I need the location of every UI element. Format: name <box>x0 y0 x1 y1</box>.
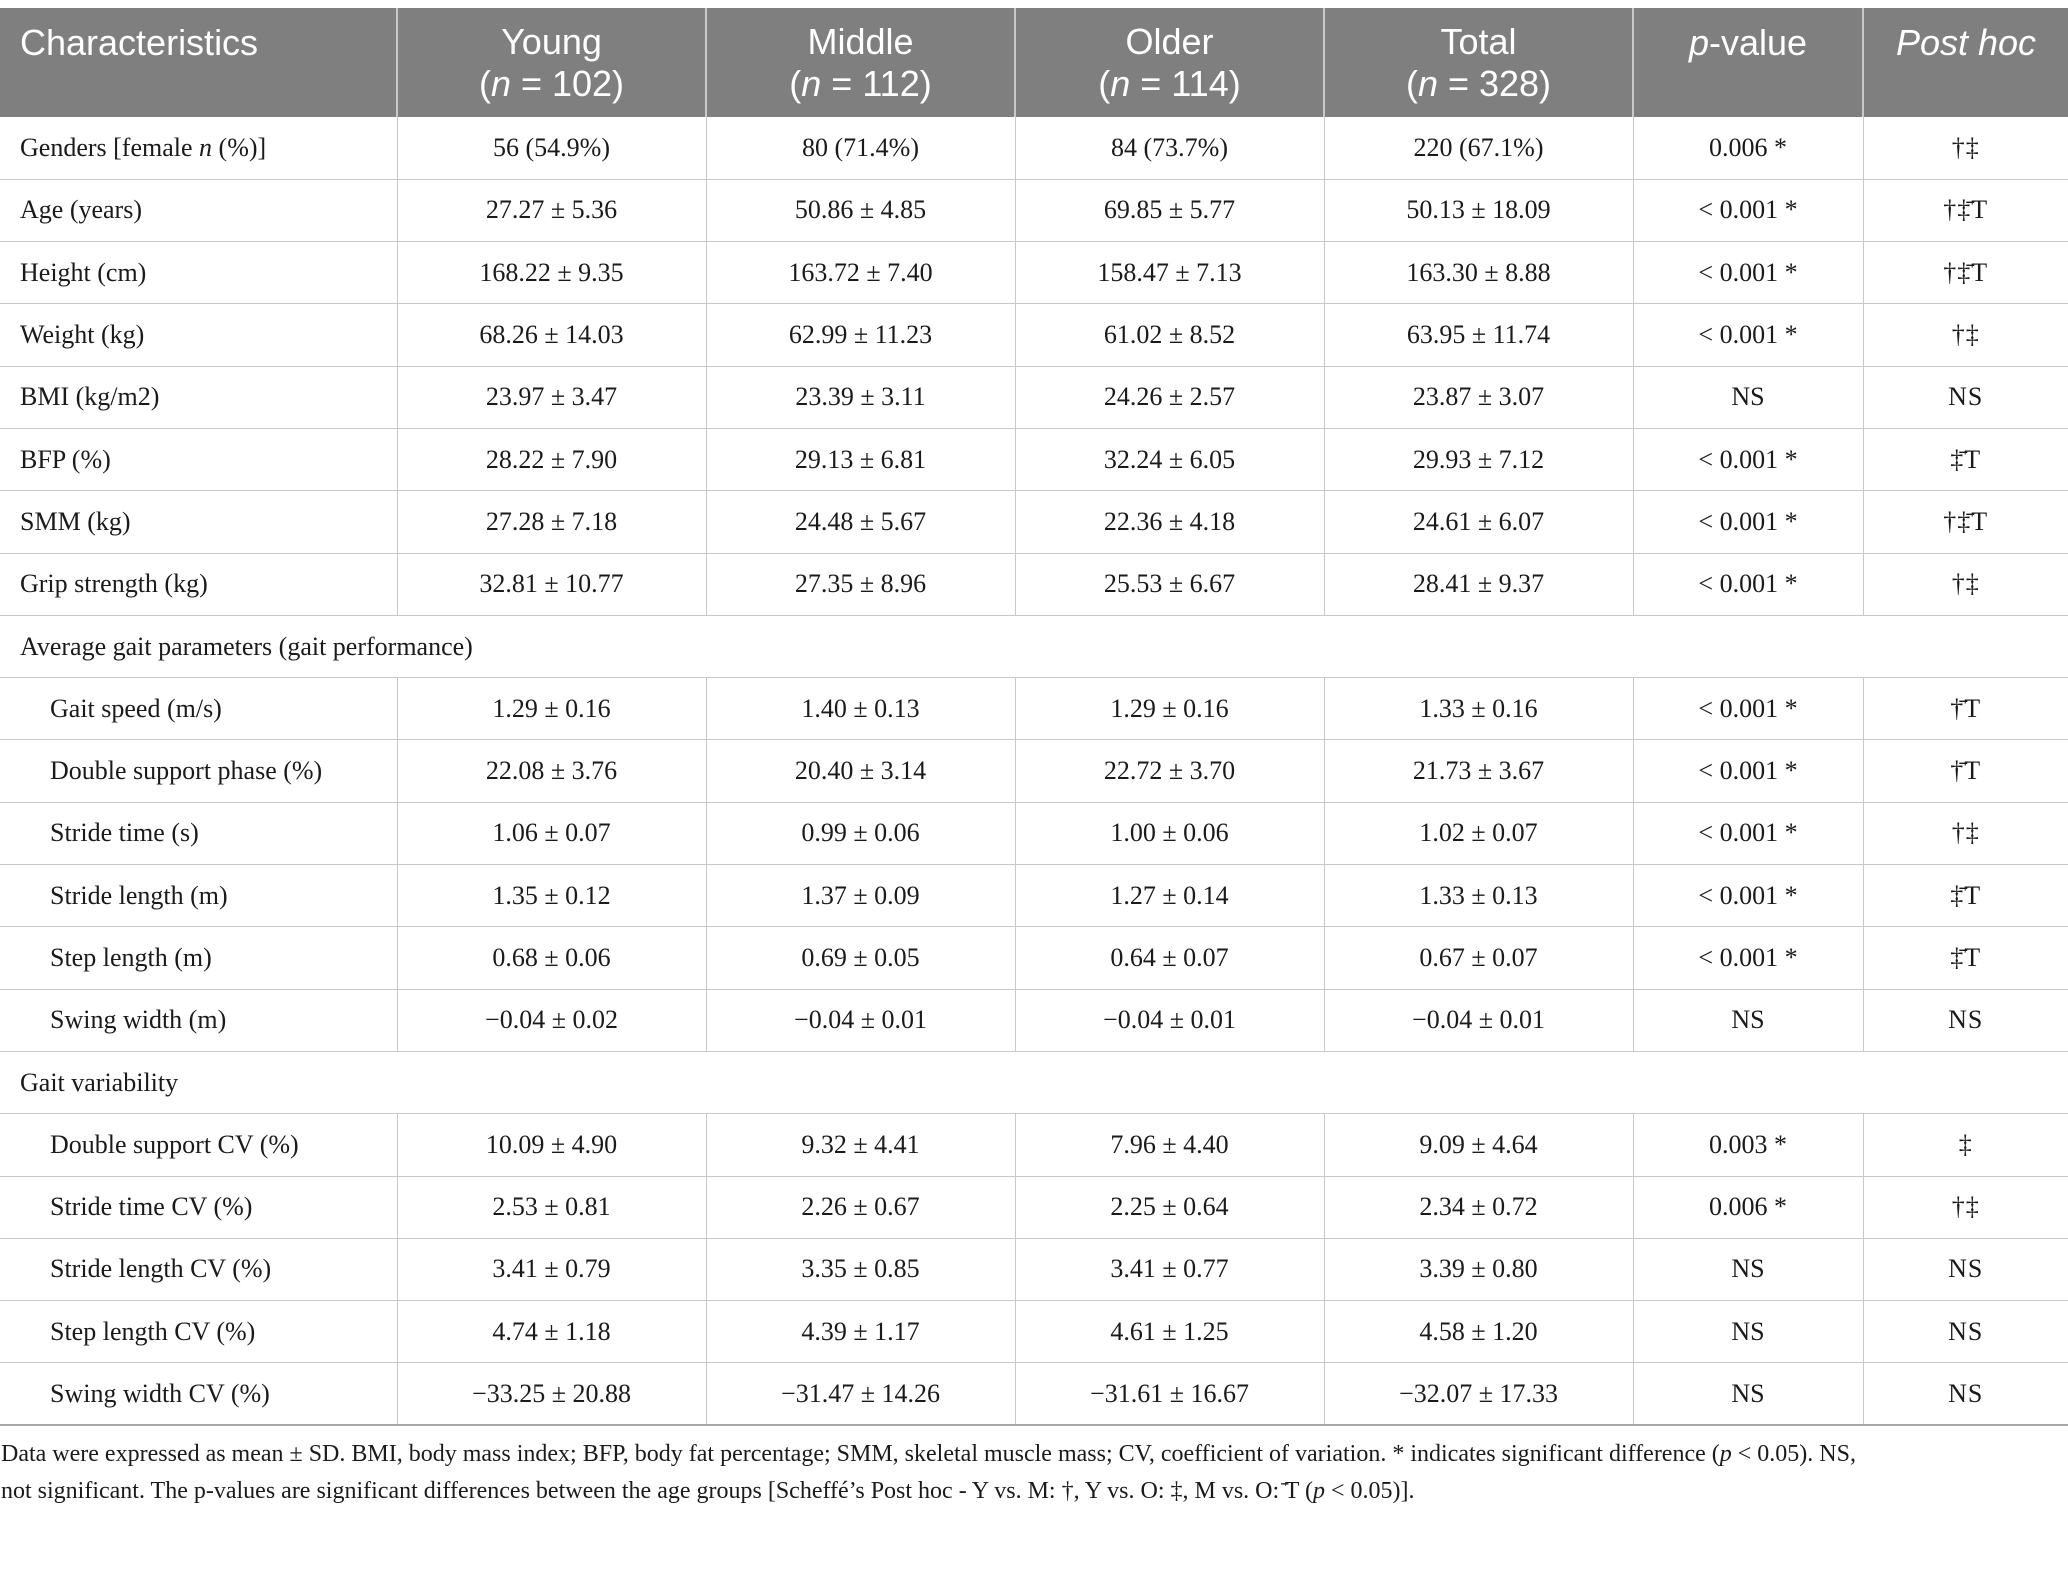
cell-p-value: < 0.001 * <box>1633 927 1863 989</box>
cell-young: 22.08 ± 3.76 <box>397 740 706 802</box>
cell-p-value: NS <box>1633 1238 1863 1300</box>
cell-p-value: 0.006 * <box>1633 117 1863 179</box>
cell-middle: 9.32 ± 4.41 <box>706 1114 1015 1176</box>
cell-p-value: < 0.001 * <box>1633 802 1863 864</box>
cell-middle: 3.35 ± 0.85 <box>706 1238 1015 1300</box>
cell-young: 1.06 ± 0.07 <box>397 802 706 864</box>
cell-older: 1.00 ± 0.06 <box>1015 802 1324 864</box>
row-label: Step length CV (%) <box>0 1301 397 1363</box>
cell-middle: 29.13 ± 6.81 <box>706 428 1015 490</box>
section-header-row <box>0 1051 2068 1113</box>
cell-post-hoc: †̄T <box>1863 678 2068 740</box>
cell-middle: 27.35 ± 8.96 <box>706 553 1015 615</box>
cell-post-hoc: NS <box>1863 989 2068 1051</box>
cell-post-hoc: NS <box>1863 1363 2068 1425</box>
cell-young: 168.22 ± 9.35 <box>397 242 706 304</box>
table-row <box>0 553 2068 615</box>
cell-total: 9.09 ± 4.64 <box>1324 1114 1633 1176</box>
cell-older: 25.53 ± 6.67 <box>1015 553 1324 615</box>
row-label: BFP (%) <box>0 428 397 490</box>
cell-total: 24.61 ± 6.07 <box>1324 491 1633 553</box>
characteristics-table <box>0 8 2068 1426</box>
row-label: SMM (kg) <box>0 491 397 553</box>
cell-middle: 0.99 ± 0.06 <box>706 802 1015 864</box>
cell-p-value: NS <box>1633 989 1863 1051</box>
table-row <box>0 989 2068 1051</box>
cell-young: 68.26 ± 14.03 <box>397 304 706 366</box>
section-title: Gait variability <box>0 1051 2068 1113</box>
cell-older: 24.26 ± 2.57 <box>1015 366 1324 428</box>
table-row <box>0 927 2068 989</box>
cell-post-hoc: †‡̄T <box>1863 179 2068 241</box>
cell-young: 4.74 ± 1.18 <box>397 1301 706 1363</box>
cell-young: −0.04 ± 0.02 <box>397 989 706 1051</box>
row-label: Stride length (m) <box>0 865 397 927</box>
cell-post-hoc: †‡ <box>1863 802 2068 864</box>
cell-post-hoc: ‡̄T <box>1863 428 2068 490</box>
table-row <box>0 1301 2068 1363</box>
footnote-line-1: Data were expressed as mean ± SD. BMI, body mass index; BFP, body fat percentage; SMM, skeletal muscle mass; CV, coefficient of variation. * indicates significant difference (p < 0.05). NS, <box>1 1441 1856 1467</box>
cell-p-value: NS <box>1633 1363 1863 1425</box>
cell-older: −31.61 ± 16.67 <box>1015 1363 1324 1425</box>
cell-middle: 4.39 ± 1.17 <box>706 1301 1015 1363</box>
row-label: Grip strength (kg) <box>0 553 397 615</box>
table-row <box>0 491 2068 553</box>
cell-older: 158.47 ± 7.13 <box>1015 242 1324 304</box>
cell-post-hoc: ‡ <box>1863 1114 2068 1176</box>
cell-total: 4.58 ± 1.20 <box>1324 1301 1633 1363</box>
table-row <box>0 1363 2068 1425</box>
cell-p-value: < 0.001 * <box>1633 179 1863 241</box>
row-label: Height (cm) <box>0 242 397 304</box>
table-row <box>0 304 2068 366</box>
row-label: Gait speed (m/s) <box>0 678 397 740</box>
cell-total: −0.04 ± 0.01 <box>1324 989 1633 1051</box>
header-p-value: p-value <box>1633 8 1863 117</box>
cell-total: 63.95 ± 11.74 <box>1324 304 1633 366</box>
table-footnote <box>0 1436 2041 1510</box>
cell-older: 0.64 ± 0.07 <box>1015 927 1324 989</box>
cell-older: 2.25 ± 0.64 <box>1015 1176 1324 1238</box>
cell-older: 61.02 ± 8.52 <box>1015 304 1324 366</box>
row-label: Stride length CV (%) <box>0 1238 397 1300</box>
footnote-line-2: not significant. The p-values are significant differences between the age groups [Scheffé’s Post hoc - Y vs. M: †, Y vs. O: ‡, M vs. O: ̄T (p < 0.05)]. <box>1 1478 1415 1504</box>
cell-middle: −31.47 ± 14.26 <box>706 1363 1015 1425</box>
cell-older: 1.27 ± 0.14 <box>1015 865 1324 927</box>
row-label: Stride time CV (%) <box>0 1176 397 1238</box>
cell-post-hoc: †‡̄T <box>1863 242 2068 304</box>
cell-young: 56 (54.9%) <box>397 117 706 179</box>
cell-total: 1.33 ± 0.16 <box>1324 678 1633 740</box>
row-label: Age (years) <box>0 179 397 241</box>
cell-middle: 50.86 ± 4.85 <box>706 179 1015 241</box>
cell-p-value: NS <box>1633 366 1863 428</box>
cell-total: 21.73 ± 3.67 <box>1324 740 1633 802</box>
cell-p-value: < 0.001 * <box>1633 678 1863 740</box>
cell-total: 23.87 ± 3.07 <box>1324 366 1633 428</box>
header-post-hoc: Post hoc <box>1863 8 2068 117</box>
cell-total: 29.93 ± 7.12 <box>1324 428 1633 490</box>
cell-young: 3.41 ± 0.79 <box>397 1238 706 1300</box>
cell-older: 7.96 ± 4.40 <box>1015 1114 1324 1176</box>
section-header-row <box>0 615 2068 677</box>
cell-middle: 24.48 ± 5.67 <box>706 491 1015 553</box>
cell-older: 32.24 ± 6.05 <box>1015 428 1324 490</box>
cell-post-hoc: ‡̄T <box>1863 865 2068 927</box>
row-label: Double support CV (%) <box>0 1114 397 1176</box>
cell-p-value: < 0.001 * <box>1633 865 1863 927</box>
cell-post-hoc: †‡ <box>1863 553 2068 615</box>
row-label: BMI (kg/m2) <box>0 366 397 428</box>
cell-total: 2.34 ± 0.72 <box>1324 1176 1633 1238</box>
header-row <box>0 8 2068 117</box>
cell-older: 69.85 ± 5.77 <box>1015 179 1324 241</box>
cell-p-value: < 0.001 * <box>1633 304 1863 366</box>
cell-young: −33.25 ± 20.88 <box>397 1363 706 1425</box>
cell-middle: 62.99 ± 11.23 <box>706 304 1015 366</box>
cell-older: 22.72 ± 3.70 <box>1015 740 1324 802</box>
cell-young: 23.97 ± 3.47 <box>397 366 706 428</box>
cell-total: −32.07 ± 17.33 <box>1324 1363 1633 1425</box>
cell-p-value: < 0.001 * <box>1633 740 1863 802</box>
cell-p-value: 0.006 * <box>1633 1176 1863 1238</box>
cell-older: 84 (73.7%) <box>1015 117 1324 179</box>
table-row <box>0 366 2068 428</box>
cell-older: 22.36 ± 4.18 <box>1015 491 1324 553</box>
table-row <box>0 678 2068 740</box>
cell-middle: −0.04 ± 0.01 <box>706 989 1015 1051</box>
cell-young: 10.09 ± 4.90 <box>397 1114 706 1176</box>
cell-older: 4.61 ± 1.25 <box>1015 1301 1324 1363</box>
cell-middle: 0.69 ± 0.05 <box>706 927 1015 989</box>
cell-middle: 163.72 ± 7.40 <box>706 242 1015 304</box>
table-row <box>0 1176 2068 1238</box>
header-middle: Middle (n = 112) <box>706 8 1015 117</box>
table-header <box>0 8 2068 117</box>
cell-middle: 23.39 ± 3.11 <box>706 366 1015 428</box>
cell-young: 28.22 ± 7.90 <box>397 428 706 490</box>
header-characteristics: Characteristics <box>0 8 397 117</box>
table-body <box>0 117 2068 1425</box>
cell-middle: 2.26 ± 0.67 <box>706 1176 1015 1238</box>
row-label: Double support phase (%) <box>0 740 397 802</box>
cell-young: 1.35 ± 0.12 <box>397 865 706 927</box>
cell-young: 2.53 ± 0.81 <box>397 1176 706 1238</box>
cell-middle: 80 (71.4%) <box>706 117 1015 179</box>
cell-total: 163.30 ± 8.88 <box>1324 242 1633 304</box>
table-row <box>0 428 2068 490</box>
table-row <box>0 1114 2068 1176</box>
cell-post-hoc: NS <box>1863 1301 2068 1363</box>
cell-young: 32.81 ± 10.77 <box>397 553 706 615</box>
header-total: Total (n = 328) <box>1324 8 1633 117</box>
cell-total: 3.39 ± 0.80 <box>1324 1238 1633 1300</box>
header-young: Young (n = 102) <box>397 8 706 117</box>
row-label: Step length (m) <box>0 927 397 989</box>
row-label: Weight (kg) <box>0 304 397 366</box>
row-label: Stride time (s) <box>0 802 397 864</box>
cell-older: 1.29 ± 0.16 <box>1015 678 1324 740</box>
cell-post-hoc: NS <box>1863 366 2068 428</box>
table-row <box>0 865 2068 927</box>
table-row <box>0 179 2068 241</box>
cell-post-hoc: †‡ <box>1863 117 2068 179</box>
cell-total: 0.67 ± 0.07 <box>1324 927 1633 989</box>
cell-older: 3.41 ± 0.77 <box>1015 1238 1324 1300</box>
cell-total: 28.41 ± 9.37 <box>1324 553 1633 615</box>
cell-post-hoc: NS <box>1863 1238 2068 1300</box>
table-row <box>0 1238 2068 1300</box>
cell-young: 27.28 ± 7.18 <box>397 491 706 553</box>
cell-post-hoc: †‡ <box>1863 304 2068 366</box>
table-row <box>0 740 2068 802</box>
cell-post-hoc: †̄T <box>1863 740 2068 802</box>
cell-p-value: NS <box>1633 1301 1863 1363</box>
cell-middle: 1.40 ± 0.13 <box>706 678 1015 740</box>
table-row <box>0 802 2068 864</box>
cell-young: 1.29 ± 0.16 <box>397 678 706 740</box>
cell-p-value: < 0.001 * <box>1633 553 1863 615</box>
cell-middle: 20.40 ± 3.14 <box>706 740 1015 802</box>
cell-total: 1.33 ± 0.13 <box>1324 865 1633 927</box>
cell-middle: 1.37 ± 0.09 <box>706 865 1015 927</box>
cell-total: 220 (67.1%) <box>1324 117 1633 179</box>
table-row <box>0 242 2068 304</box>
cell-p-value: < 0.001 * <box>1633 242 1863 304</box>
row-label: Genders [female n (%)] <box>0 117 397 179</box>
cell-young: 0.68 ± 0.06 <box>397 927 706 989</box>
row-label: Swing width (m) <box>0 989 397 1051</box>
cell-young: 27.27 ± 5.36 <box>397 179 706 241</box>
table-row <box>0 117 2068 179</box>
cell-p-value: < 0.001 * <box>1633 428 1863 490</box>
header-older: Older (n = 114) <box>1015 8 1324 117</box>
cell-total: 50.13 ± 18.09 <box>1324 179 1633 241</box>
cell-p-value: < 0.001 * <box>1633 491 1863 553</box>
cell-post-hoc: †‡ <box>1863 1176 2068 1238</box>
cell-p-value: 0.003 * <box>1633 1114 1863 1176</box>
cell-older: −0.04 ± 0.01 <box>1015 989 1324 1051</box>
section-title: Average gait parameters (gait performance) <box>0 615 2068 677</box>
cell-post-hoc: †‡̄T <box>1863 491 2068 553</box>
row-label: Swing width CV (%) <box>0 1363 397 1425</box>
cell-total: 1.02 ± 0.07 <box>1324 802 1633 864</box>
cell-post-hoc: ‡̄T <box>1863 927 2068 989</box>
